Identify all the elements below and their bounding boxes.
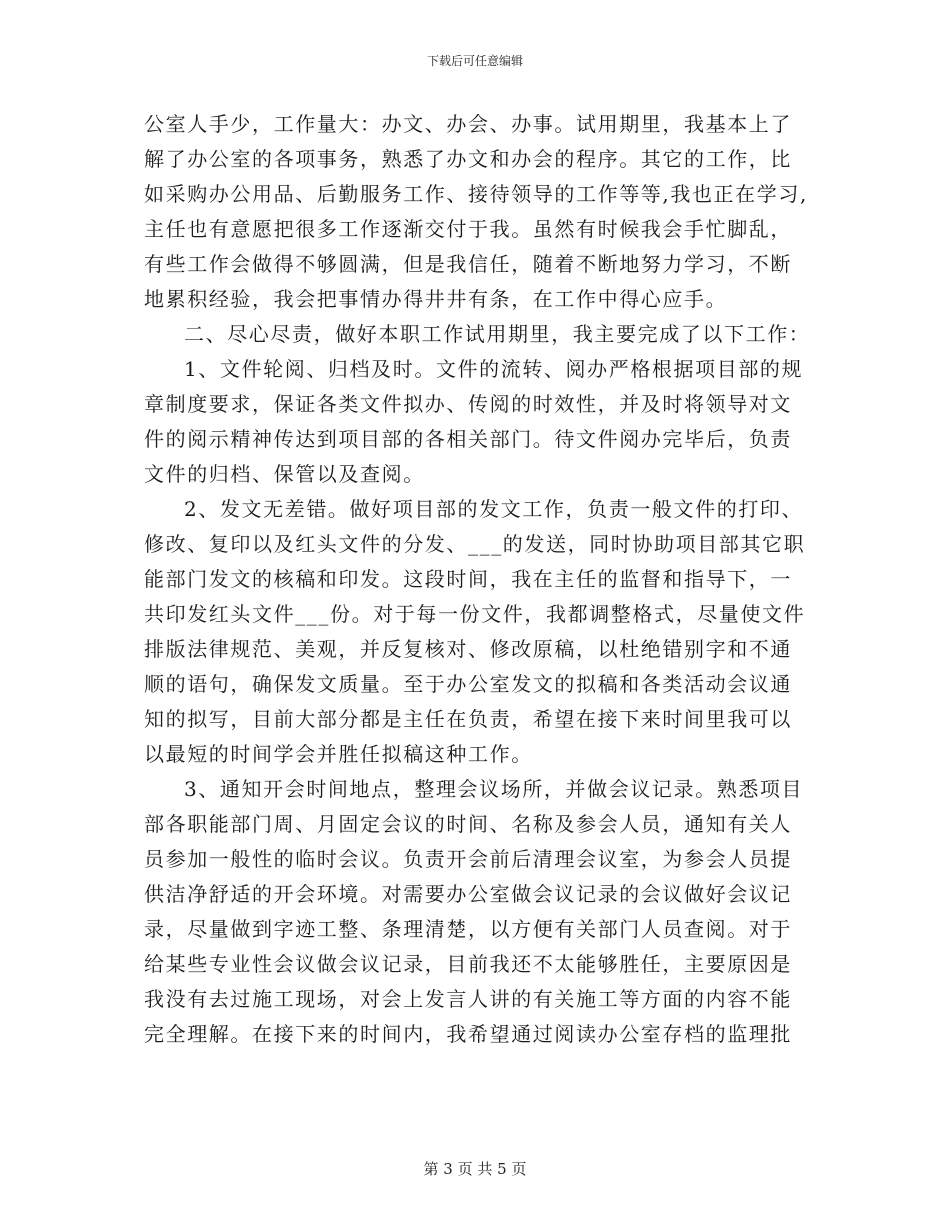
text-line: 3、通知开会时间地点，整理会议场所，并做会议记录。熟悉项目 <box>184 777 804 801</box>
document-body <box>144 107 824 1052</box>
text-line: 能部门发文的核稿和印发。这段时间，我在主任的监督和指导下，一 <box>144 567 792 591</box>
text-line: 完全理解。在接下来的时间内，我希望通过阅读办公室存档的监理批 <box>144 1022 792 1046</box>
text-line: 以最短的时间学会并胜任拟稿这种工作。 <box>144 742 533 766</box>
text-line: 如采购办公用品、后勤服务工作、接待领导的工作等等,我也正在学习, <box>144 182 808 206</box>
text-line: 顺的语句，确保发文质量。至于办公室发文的拟稿和各类活动会议通 <box>144 672 792 696</box>
page-header-note: 下载后可任意编辑 <box>426 54 523 68</box>
text-line: 地累积经验，我会把事情办得井井有条，在工作中得心应手。 <box>144 287 728 311</box>
text-line: 有些工作会做得不够圆满，但是我信任，随着不断地努力学习，不断 <box>144 252 792 276</box>
text-line: 公室人手少，工作量大：办文、办会、办事。试用期里，我基本上了 <box>144 112 792 136</box>
text-line: 供洁净舒适的开会环境。对需要办公室做会议记录的会议做好会议记 <box>144 882 792 906</box>
text-line: 二、尽心尽责，做好本职工作试用期里，我主要完成了以下工作： <box>184 322 811 346</box>
text-line: 员参加一般性的临时会议。负责开会前后清理会议室，为参会人员提 <box>144 847 792 871</box>
text-line: 修改、复印以及红头文件的分发、___的发送，同时协助项目部其它职 <box>144 532 806 556</box>
text-line: 部各职能部门周、月固定会议的时间、名称及参会人员，通知有关人 <box>144 812 792 836</box>
text-line: 给某些专业性会议做会议记录，目前我还不太能够胜任，主要原因是 <box>144 952 792 976</box>
text-line: 章制度要求，保证各类文件拟办、传阅的时效性，并及时将领导对文 <box>144 392 792 416</box>
text-line: 主任也有意愿把很多工作逐渐交付于我。虽然有时候我会手忙脚乱， <box>144 217 792 241</box>
text-line: 我没有去过施工现场，对会上发言人讲的有关施工等方面的内容不能 <box>144 987 792 1011</box>
text-line: 件的阅示精神传达到项目部的各相关部门。待文件阅办完毕后，负责 <box>144 427 792 451</box>
text-line: 知的拟写，目前大部分都是主任在负责，希望在接下来时间里我可以 <box>144 707 792 731</box>
text-line: 共印发红头文件___份。对于每一份文件，我都调整格式，尽量使文件 <box>144 602 806 626</box>
page-number: 第 3 页 共 5 页 <box>423 1160 527 1178</box>
text-line: 1、文件轮阅、归档及时。文件的流转、阅办严格根据项目部的规 <box>184 357 804 381</box>
text-line: 录，尽量做到字迹工整、条理清楚，以方便有关部门人员查阅。对于 <box>144 917 792 941</box>
text-line: 排版法律规范、美观，并反复核对、修改原稿，以杜绝错别字和不通 <box>144 637 792 661</box>
text-line: 解了办公室的各项事务，熟悉了办文和办会的程序。其它的工作，比 <box>144 147 792 171</box>
text-line: 文件的归档、保管以及查阅。 <box>144 462 425 486</box>
text-line: 2、发文无差错。做好项目部的发文工作，负责一般文件的打印、 <box>184 497 804 521</box>
